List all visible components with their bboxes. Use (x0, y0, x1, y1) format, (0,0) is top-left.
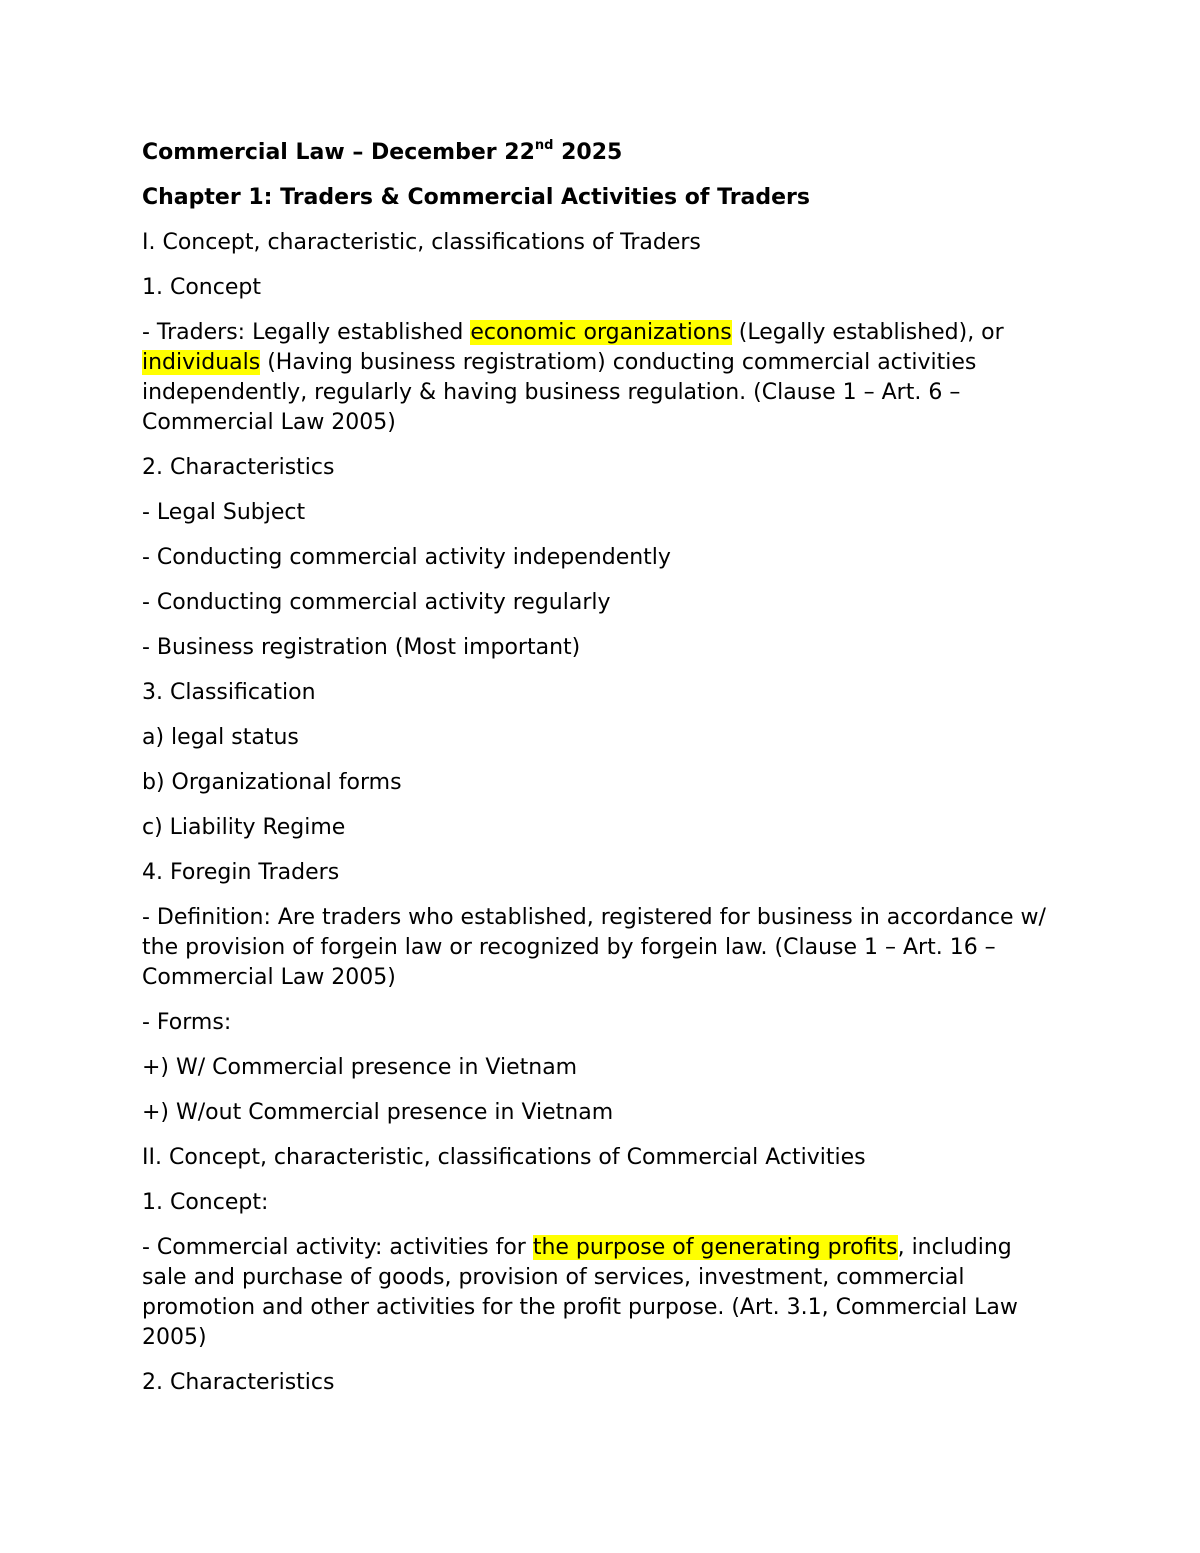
list-item: +) W/ Commercial presence in Vietnam (142, 1055, 578, 1080)
section-heading-traders: I. Concept, characteristic, classifications of Traders (142, 230, 701, 255)
foreign-traders-definition: - Definition: Are traders who established, registered for business in accordance w/ the provision of forgein law or recognized by forgein law. (Clause 1 – Art. 16 – Commercial Law 2005) (142, 905, 1046, 990)
document-title: Commercial Law – December 22nd 2025 (142, 137, 623, 165)
subheading-foreign-traders: 4. Foregin Traders (142, 860, 340, 885)
list-item: - Business registration (Most important) (142, 635, 581, 660)
subheading-characteristics: 2. Characteristics (142, 455, 335, 480)
list-item: - Conducting commercial activity regularly (142, 590, 611, 615)
highlight-individuals: individuals (142, 350, 261, 375)
subheading-classification: 3. Classification (142, 680, 316, 705)
chapter-heading: Chapter 1: Traders & Commercial Activities of Traders (142, 185, 811, 210)
subheading-characteristics: 2. Characteristics (142, 1370, 335, 1395)
highlight-economic-organizations: economic organizations (470, 320, 732, 345)
forms-label: - Forms: (142, 1010, 232, 1035)
list-item: c) Liability Regime (142, 815, 346, 840)
list-item: b) Organizational forms (142, 770, 402, 795)
highlight-profit-purpose: the purpose of generating profits (532, 1235, 898, 1260)
list-item: +) W/out Commercial presence in Vietnam (142, 1100, 614, 1125)
document-body (142, 138, 1062, 1413)
list-item: a) legal status (142, 725, 299, 750)
subheading-concept: 1. Concept (142, 275, 261, 300)
commercial-activity-definition: - Commercial activity: activities for the purpose of generating profits, including sale and purchase of goods, provision of services, investment, commercial promotion and other activities for the profit purpose. (Art. 3.1, Commercial Law 2005) (142, 1235, 1018, 1350)
traders-definition: - Traders: Legally established economic organizations (Legally established), or individuals (Having business registratiom) conducting commercial activities independently, regularly & having business regulation. (Clause 1 – Art. 6 – Commercial Law 2005) (142, 320, 1004, 435)
subheading-concept: 1. Concept: (142, 1190, 269, 1215)
list-item: - Conducting commercial activity independently (142, 545, 671, 570)
list-item: - Legal Subject (142, 500, 306, 525)
title-superscript: nd (534, 137, 554, 153)
section-heading-commercial-activities: II. Concept, characteristic, classifications of Commercial Activities (142, 1145, 866, 1170)
